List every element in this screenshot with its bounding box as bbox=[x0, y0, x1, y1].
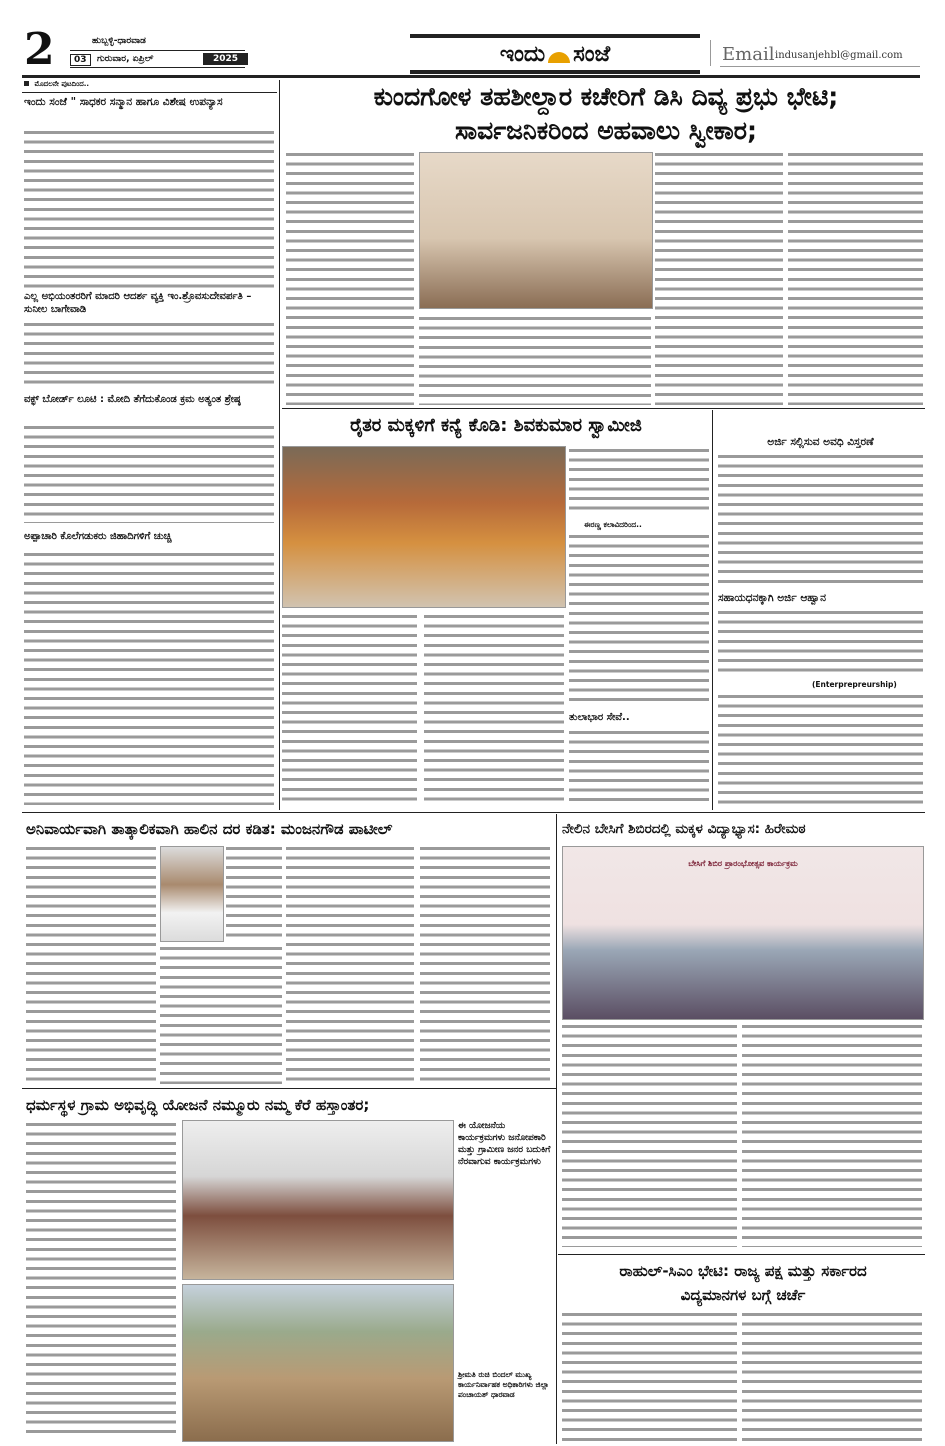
issue-number: 03 bbox=[70, 54, 91, 66]
left-story-4-heading: ಅಪ್ಪಾಚಾರಿ ಕೊಲೆಗಡುಕರು ಜಿಹಾದಿಗಳಿಗೆ ಚುಚ್ಚಿ bbox=[24, 531, 172, 542]
summer-camp-body-col-2 bbox=[742, 1022, 922, 1247]
summer-camp-body-col-1 bbox=[562, 1022, 737, 1247]
farmer-body-col-1b bbox=[569, 532, 709, 707]
issue-year: 2025 bbox=[203, 53, 248, 65]
main-body-col-3 bbox=[655, 150, 783, 405]
right-story-2-body-a bbox=[718, 608, 923, 678]
farmer-body-col-2 bbox=[282, 612, 417, 807]
farmer-body-col-3 bbox=[424, 612, 564, 807]
masthead bbox=[0, 0, 945, 80]
farmer-sub-heading: ತುಲಾಭಾರ ಸೇವೆ.. bbox=[569, 712, 630, 723]
rahul-headline-line-1: ರಾಹುಲ್-ಸಿಎಂ ಭೇಟಿ: ರಾಜ್ಯ ಪಕ್ಷ ಮತ್ತು ಸರ್ಕಾರದ bbox=[619, 1262, 867, 1280]
farmer-headline: ರೈತರ ಮಕ್ಕಳಿಗೆ ಕನ್ಯೆ ಕೊಡಿ: ಶಿವಕುಮಾರ ಸ್ವಾಮೀಜಿ bbox=[350, 415, 642, 436]
rahul-body-col-2 bbox=[742, 1310, 922, 1442]
milk-story-portrait bbox=[160, 846, 224, 942]
right-story-2-heading: ಸಹಾಯಧನಕ್ಕಾಗಿ ಅರ್ಜಿ ಆಹ್ವಾನ bbox=[718, 592, 826, 604]
logo-text-right: ಸಂಜೆ bbox=[573, 41, 611, 67]
farmer-story-photo bbox=[282, 446, 566, 608]
left-story-1-heading: ಇಂದು ಸಂಜೆ " ಸಾಧಕರ ಸನ್ಮಾನ ಹಾಗೂ ವಿಶೇಷ ಉಪನ್ಯಾಸ bbox=[24, 96, 223, 108]
milk-headline: ಅನಿವಾರ್ಯವಾಗಿ ತಾತ್ಕಾಲಿಕವಾಗಿ ಹಾಲಿನ ದರ ಕಡಿತ: ಮಂಜನಗೌಡ ಪಾಟೀಲ್ bbox=[26, 820, 393, 838]
logo bbox=[410, 34, 700, 74]
section-label bbox=[24, 80, 89, 89]
dharmasthala-photo-1 bbox=[182, 1120, 454, 1280]
dharmasthala-side-caption: ಈ ಯೋಜನೆಯ ಕಾರ್ಯಕ್ರಮಗಳು ಜನೋಪಕಾರಿ ಮತ್ತು ಗ್ರಾಮೀಣ ಜನರ ಬದುಕಿಗೆ ನೆರವಾಗುವ ಕಾರ್ಯಕ್ರಮಗಳು bbox=[458, 1121, 551, 1167]
dharmasthala-photo-2 bbox=[182, 1284, 454, 1442]
dharmasthala-side-caption-2: ಶ್ರೀಮತಿ ರುಚಿ ಬಿಂದಲ್ ಮುಖ್ಯ ಕಾರ್ಯನಿರ್ವಾಹಕ ಅಧಿಕಾರಿಗಳು ಜಿಲ್ಲಾ ಪಂಚಾಯತ್ ಧಾರವಾಡ bbox=[458, 1370, 549, 1399]
section-bullet-icon bbox=[24, 81, 29, 86]
dharmasthala-headline: ಧರ್ಮಸ್ಥಳ ಗ್ರಾಮ ಅಭಿವೃದ್ಧಿ ಯೋಜನೆ ನಮ್ಮೂರು ನಮ್ಮ ಕೆರೆ ಹಸ್ತಾಂತರ; bbox=[26, 1096, 370, 1114]
main-headline-line-1: ಕುಂದಗೋಳ ತಹಶೀಲ್ದಾರ ಕಚೇರಿಗೆ ಡಿಸಿ ದಿವ್ಯ ಪ್ರಭು ಭೇಟಿ; bbox=[373, 82, 839, 111]
sun-icon bbox=[548, 52, 570, 63]
farmer-body-col-4 bbox=[569, 728, 709, 808]
milk-body-col-3 bbox=[286, 844, 414, 1084]
farmer-body-col-1 bbox=[569, 446, 709, 516]
rahul-headline-line-2: ವಿದ್ಯಮಾನಗಳ ಬಗ್ಗೆ ಚರ್ಚೆ bbox=[680, 1286, 806, 1304]
left-story-1-body bbox=[24, 128, 274, 288]
right-story-1-heading: ಅರ್ಜಿ ಸಲ್ಲಿಸುವ ಅವಧಿ ವಿಸ್ತರಣೆ bbox=[767, 436, 874, 448]
milk-body-col-2 bbox=[160, 944, 282, 1084]
dharmasthala-body bbox=[26, 1120, 176, 1440]
farmer-inline-heading: ಈರಣ್ಣ ಕಲಾವಿದರಿಂದ.. bbox=[584, 520, 642, 529]
right-story-2-body-b bbox=[718, 692, 923, 808]
logo-text-left: ಇಂದು bbox=[499, 41, 546, 67]
section-label-text: ಮೊದಲನೇ ಪುಟದಿಂದ.. bbox=[34, 80, 90, 88]
summer-camp-headline: ನೇಲಿನ ಬೇಸಿಗೆ ಶಿಬಿರದಲ್ಲಿ ಮಕ್ಕಳ ವಿದ್ಯಾಭ್ಯಾಸ: ಹಿರೇಮಠ bbox=[562, 821, 806, 837]
summer-camp-photo bbox=[562, 846, 924, 1020]
main-body-col-1 bbox=[286, 150, 414, 405]
left-story-2-body bbox=[24, 320, 274, 390]
email-address: indusanjehbl@gmail.com bbox=[775, 50, 903, 61]
main-body-col-4 bbox=[788, 150, 923, 405]
left-story-2-heading: ಎಲ್ಲ ಅಭಿಯಂತರರಿಗೆ ಮಾದರಿ ಆದರ್ಶ ವ್ಯಕ್ತಿ ಇಂ.ಶ್ರೊವಸುದೇವರ್ಪತಿ – ಸುನೀಲ ಬಾಗೇವಾಡಿ bbox=[24, 291, 252, 315]
left-story-3-heading: ವಕ್ಫ್ ಬೋರ್ಡ್ ಲೂಟಿ : ಮೋದಿ ತೆಗೆದುಕೊಂಡ ಕ್ರಮ ಅತ್ಯಂತ ಶ್ರೇಷ್ಠ bbox=[24, 394, 241, 405]
right-story-2-highlight: (Enterprepreurship) bbox=[812, 680, 897, 689]
page-number: 2 bbox=[24, 24, 55, 75]
main-body-col-2 bbox=[419, 314, 651, 405]
rahul-body-col-1 bbox=[562, 1310, 737, 1442]
main-headline-line-2: ಸಾರ್ವಜನಿಕರಿಂದ ಅಹವಾಲು ಸ್ವೀಕಾರ; bbox=[455, 116, 757, 145]
right-story-1-body bbox=[718, 452, 923, 588]
edition-label: ಹುಬ್ಬಳ್ಳಿ-ಧಾರವಾಡ bbox=[92, 36, 146, 46]
issue-date: ಗುರುವಾರ, ಏಪ್ರಿಲ್ bbox=[97, 54, 154, 64]
summer-camp-banner: ಬೇಸಿಗೆ ಶಿಬಿರ ಪ್ರಾರಂಭೋತ್ಸವ ಕಾರ್ಯಕ್ರಮ bbox=[688, 859, 798, 868]
milk-body-col-2b bbox=[226, 844, 282, 940]
main-story-photo bbox=[419, 152, 653, 309]
email-label: Email bbox=[722, 44, 775, 65]
milk-body-col-4 bbox=[420, 844, 550, 1084]
left-story-3-body bbox=[24, 423, 274, 523]
left-story-4-body bbox=[24, 550, 274, 805]
milk-body-col-1 bbox=[26, 844, 156, 1084]
